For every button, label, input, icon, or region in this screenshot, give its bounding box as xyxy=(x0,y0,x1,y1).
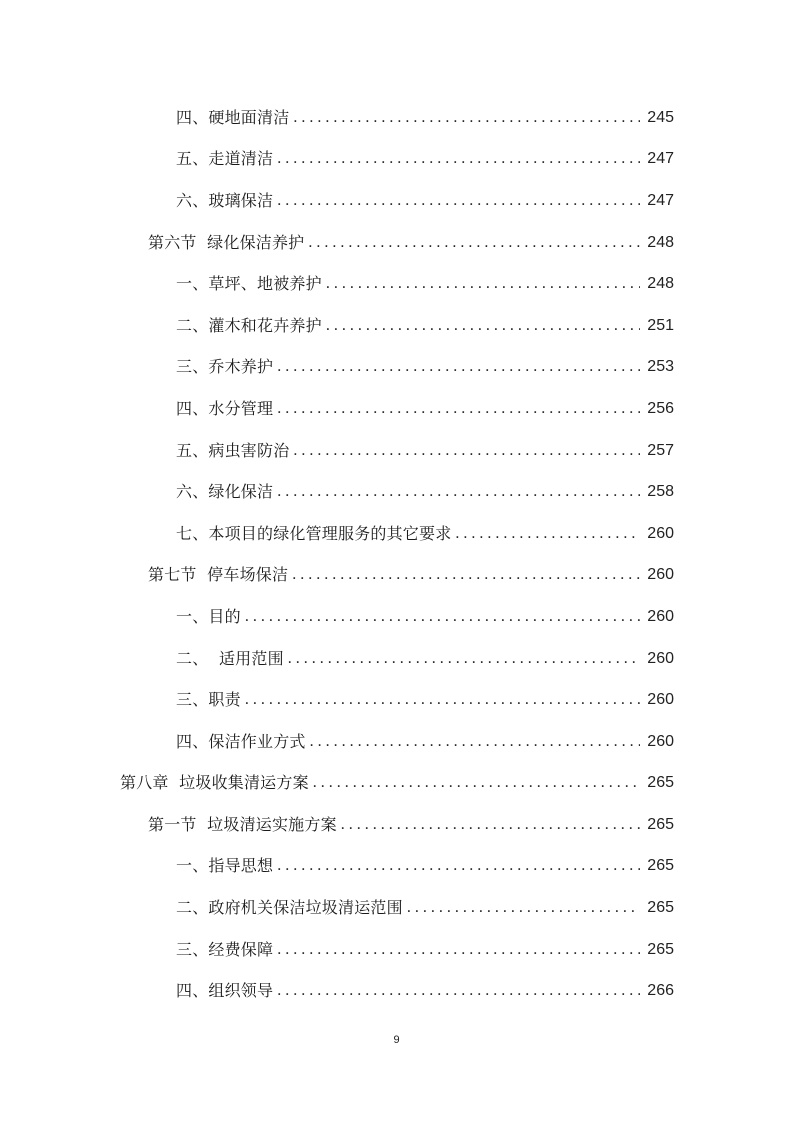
toc-entry-title: 六、绿化保洁 xyxy=(176,482,274,502)
toc-entry-title: 四、保洁作业方式 xyxy=(176,731,306,751)
toc-dot-leader xyxy=(277,191,640,211)
toc-entry-page: 260 xyxy=(647,524,674,542)
toc-entry[interactable] xyxy=(0,139,793,181)
toc-dot-leader xyxy=(326,274,640,294)
toc-entry-title: 第一节 垃圾清运实施方案 xyxy=(148,814,337,834)
toc-entry-title: 第八章 垃圾收集清运方案 xyxy=(120,773,309,793)
toc-dot-leader xyxy=(277,149,640,169)
toc-dot-leader xyxy=(455,524,640,544)
toc-entry[interactable] xyxy=(0,305,793,347)
toc-entry-title: 五、走道清洁 xyxy=(176,149,274,169)
toc-entry[interactable] xyxy=(0,97,793,139)
toc-entry[interactable] xyxy=(0,887,793,929)
toc-entry-page: 245 xyxy=(647,108,674,126)
toc-dot-leader xyxy=(277,856,640,876)
toc-entry-title: 一、指导思想 xyxy=(176,856,274,876)
toc-entry-page: 265 xyxy=(647,940,674,958)
toc-dot-leader xyxy=(245,690,640,710)
toc-entry[interactable] xyxy=(0,388,793,430)
toc-dot-leader xyxy=(277,399,640,419)
toc-entry[interactable] xyxy=(0,846,793,888)
toc-entry-title: 三、经费保障 xyxy=(176,939,274,959)
toc-dot-leader xyxy=(288,649,640,669)
toc-entry-title: 二、政府机关保洁垃圾清运范围 xyxy=(176,898,403,918)
toc-entry[interactable] xyxy=(0,638,793,680)
toc-entry-title: 四、组织领导 xyxy=(176,981,274,1001)
toc-dot-leader xyxy=(407,898,640,918)
toc-entry-page: 260 xyxy=(647,732,674,750)
toc-entry[interactable] xyxy=(0,970,793,1012)
toc-dot-leader xyxy=(308,233,640,253)
toc-entry-page: 248 xyxy=(647,275,674,293)
toc-entry[interactable] xyxy=(0,180,793,222)
toc-dot-leader xyxy=(326,316,640,336)
toc-entry[interactable] xyxy=(0,804,793,846)
toc-entry-page: 248 xyxy=(647,233,674,251)
toc-entry-title: 二、灌木和花卉养护 xyxy=(176,315,322,335)
toc-dot-leader xyxy=(293,441,640,461)
toc-entry-page: 253 xyxy=(647,358,674,376)
toc-entry-page: 266 xyxy=(647,982,674,1000)
toc-entry[interactable] xyxy=(0,721,793,763)
toc-dot-leader xyxy=(277,357,640,377)
toc-entry-page: 260 xyxy=(647,691,674,709)
toc-entry-page: 247 xyxy=(647,150,674,168)
toc-entry-page: 265 xyxy=(647,857,674,875)
toc-dot-leader xyxy=(245,607,640,627)
toc-entry-page: 260 xyxy=(647,649,674,667)
toc-dot-leader xyxy=(341,815,640,835)
toc-entry-title: 一、目的 xyxy=(176,606,241,626)
toc-entry-title: 第六节 绿化保洁养护 xyxy=(148,232,305,252)
toc-dot-leader xyxy=(310,732,640,752)
toc-entry-title: 六、玻璃保洁 xyxy=(176,190,274,210)
toc-entry-title: 三、职责 xyxy=(176,690,241,710)
toc-entry-page: 257 xyxy=(647,441,674,459)
toc-dot-leader xyxy=(277,482,640,502)
toc-entry[interactable] xyxy=(0,222,793,264)
toc-entry-page: 265 xyxy=(647,899,674,917)
toc-entry[interactable] xyxy=(0,763,793,805)
toc-entry-title: 三、乔木养护 xyxy=(176,357,274,377)
toc-entry-title: 二、 适用范围 xyxy=(176,648,284,668)
toc-dot-leader xyxy=(292,565,640,585)
toc-entry-page: 247 xyxy=(647,191,674,209)
table-of-contents xyxy=(0,97,793,1012)
toc-entry-page: 256 xyxy=(647,399,674,417)
toc-entry-page: 260 xyxy=(647,607,674,625)
toc-entry-page: 251 xyxy=(647,316,674,334)
toc-entry-title: 第七节 停车场保洁 xyxy=(148,565,289,585)
toc-entry-page: 265 xyxy=(647,774,674,792)
toc-entry-title: 四、硬地面清洁 xyxy=(176,107,290,127)
toc-entry-page: 265 xyxy=(647,815,674,833)
page-number: 9 xyxy=(393,1034,400,1046)
toc-entry[interactable] xyxy=(0,513,793,555)
toc-dot-leader xyxy=(277,940,640,960)
toc-entry[interactable] xyxy=(0,347,793,389)
toc-entry-title: 五、病虫害防治 xyxy=(176,440,290,460)
toc-entry-title: 七、本项目的绿化管理服务的其它要求 xyxy=(176,523,452,543)
toc-entry-title: 四、水分管理 xyxy=(176,398,274,418)
toc-entry-page: 260 xyxy=(647,566,674,584)
toc-entry[interactable] xyxy=(0,929,793,971)
toc-dot-leader xyxy=(277,981,640,1001)
toc-entry[interactable] xyxy=(0,471,793,513)
toc-entry[interactable] xyxy=(0,555,793,597)
toc-entry[interactable] xyxy=(0,263,793,305)
toc-entry-title: 一、草坪、地被养护 xyxy=(176,274,322,294)
toc-entry[interactable] xyxy=(0,430,793,472)
toc-entry[interactable] xyxy=(0,596,793,638)
toc-dot-leader xyxy=(313,773,640,793)
toc-entry-page: 258 xyxy=(647,483,674,501)
toc-dot-leader xyxy=(293,108,640,128)
toc-entry[interactable] xyxy=(0,679,793,721)
